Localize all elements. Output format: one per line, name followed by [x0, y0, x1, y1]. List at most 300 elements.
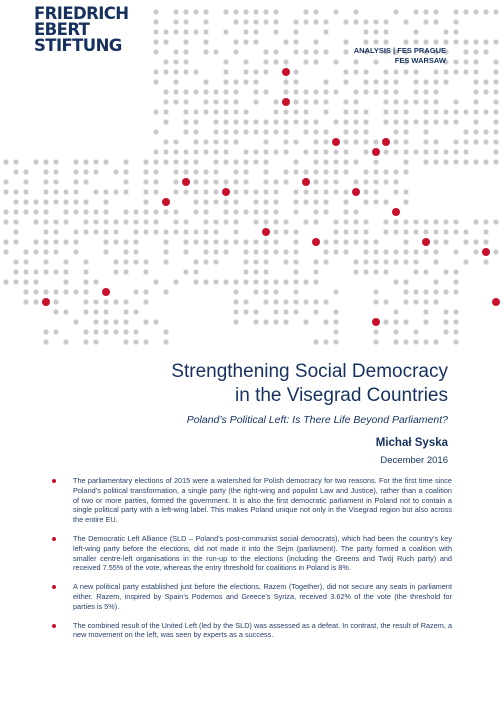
- map-dot: [293, 269, 298, 274]
- map-dot: [233, 39, 238, 44]
- map-dot: [93, 159, 98, 164]
- map-dot: [423, 339, 428, 344]
- map-dot: [223, 9, 228, 14]
- map-dot: [293, 249, 298, 254]
- page-subtitle: Poland’s Political Left: Is There Life Beyond Parliament?: [186, 414, 448, 426]
- map-dot: [373, 89, 378, 94]
- map-dot: [293, 289, 298, 294]
- map-dot: [423, 119, 428, 124]
- map-dot: [233, 119, 238, 124]
- map-dot: [343, 139, 348, 144]
- map-dot: [263, 9, 268, 14]
- map-dot: [43, 229, 48, 234]
- map-dot: [403, 139, 408, 144]
- map-dot: [363, 239, 368, 244]
- map-dot: [243, 309, 248, 314]
- map-dot: [333, 59, 338, 64]
- map-dot: [273, 129, 278, 134]
- map-dot: [323, 169, 328, 174]
- map-dot: [253, 189, 258, 194]
- map-dot: [123, 179, 128, 184]
- map-dot: [383, 299, 388, 304]
- map-dot: [423, 309, 428, 314]
- map-dot: [73, 209, 78, 214]
- map-dot: [243, 29, 248, 34]
- map-dot: [273, 209, 278, 214]
- map-dot: [33, 209, 38, 214]
- map-dot: [223, 99, 228, 104]
- map-dot: [453, 99, 458, 104]
- map-dot: [123, 159, 128, 164]
- map-dot: [333, 119, 338, 124]
- series-label: [354, 46, 446, 66]
- map-dot: [473, 69, 478, 74]
- map-dot: [123, 259, 128, 264]
- map-dot: [433, 149, 438, 154]
- map-dot: [363, 219, 368, 224]
- map-dot: [143, 179, 148, 184]
- map-dot: [323, 339, 328, 344]
- map-dot: [243, 209, 248, 214]
- map-dot: [343, 149, 348, 154]
- map-dot: [403, 239, 408, 244]
- map-dot: [303, 279, 308, 284]
- map-dot: [293, 119, 298, 124]
- map-dot: [113, 219, 118, 224]
- map-dot-highlight: [312, 238, 320, 246]
- map-dot: [423, 269, 428, 274]
- map-dot: [273, 9, 278, 14]
- map-dot: [313, 339, 318, 344]
- map-dot: [413, 119, 418, 124]
- map-dot: [413, 9, 418, 14]
- map-dot: [403, 249, 408, 254]
- map-dot: [323, 139, 328, 144]
- map-dot: [403, 169, 408, 174]
- map-dot-highlight: [382, 138, 390, 146]
- map-dot: [363, 169, 368, 174]
- map-dot: [463, 59, 468, 64]
- map-dot: [183, 169, 188, 174]
- map-dot: [203, 249, 208, 254]
- map-dot: [203, 209, 208, 214]
- map-dot: [193, 159, 198, 164]
- map-dot: [483, 89, 488, 94]
- map-dot: [193, 129, 198, 134]
- map-dot: [443, 79, 448, 84]
- map-dot: [393, 69, 398, 74]
- map-dot: [303, 199, 308, 204]
- map-dot: [493, 79, 498, 84]
- map-dot-highlight: [302, 178, 310, 186]
- map-dot: [233, 139, 238, 144]
- map-dot: [143, 209, 148, 214]
- map-dot: [433, 229, 438, 234]
- map-dot: [303, 189, 308, 194]
- map-dot: [53, 299, 58, 304]
- map-dot: [373, 259, 378, 264]
- map-dot: [413, 69, 418, 74]
- map-dot: [423, 79, 428, 84]
- map-dot: [273, 119, 278, 124]
- map-dot: [13, 279, 18, 284]
- map-dot: [183, 69, 188, 74]
- map-dot: [163, 229, 168, 234]
- map-dot: [493, 249, 498, 254]
- map-dot: [383, 219, 388, 224]
- map-dot: [163, 249, 168, 254]
- map-dot: [383, 39, 388, 44]
- map-dot: [243, 59, 248, 64]
- map-dot: [153, 209, 158, 214]
- map-dot: [63, 219, 68, 224]
- map-dot: [423, 219, 428, 224]
- map-dot: [43, 179, 48, 184]
- map-dot: [223, 79, 228, 84]
- map-dot: [263, 169, 268, 174]
- map-dot: [123, 169, 128, 174]
- map-dot: [223, 129, 228, 134]
- map-dot: [123, 249, 128, 254]
- map-dot: [123, 329, 128, 334]
- map-dot: [23, 289, 28, 294]
- map-dot: [353, 119, 358, 124]
- map-dot: [223, 29, 228, 34]
- map-dot: [43, 269, 48, 274]
- map-dot: [483, 49, 488, 54]
- map-dot: [123, 219, 128, 224]
- map-dot: [433, 39, 438, 44]
- map-dot: [363, 69, 368, 74]
- map-dot: [103, 249, 108, 254]
- map-dot: [193, 139, 198, 144]
- logo-line-stiftung: STIFTUNG: [34, 36, 122, 55]
- map-dot: [313, 299, 318, 304]
- map-dot: [413, 339, 418, 344]
- map-dot: [453, 59, 458, 64]
- map-dot: [53, 199, 58, 204]
- map-dot: [343, 209, 348, 214]
- map-dot: [413, 289, 418, 294]
- map-dot: [383, 119, 388, 124]
- map-dot: [363, 79, 368, 84]
- map-dot: [453, 319, 458, 324]
- map-dot: [233, 239, 238, 244]
- map-dot: [203, 9, 208, 14]
- map-dot: [173, 279, 178, 284]
- map-dot: [173, 29, 178, 34]
- map-dot: [343, 169, 348, 174]
- map-dot: [253, 149, 258, 154]
- map-dot: [313, 99, 318, 104]
- map-dot: [43, 159, 48, 164]
- map-dot: [433, 219, 438, 224]
- map-dot: [263, 219, 268, 224]
- map-dot: [233, 79, 238, 84]
- map-dot-highlight: [262, 228, 270, 236]
- map-dot: [233, 199, 238, 204]
- map-dot: [363, 189, 368, 194]
- series-label-line1: ANALYSIS | FES PRAGUE: [353, 46, 446, 55]
- map-dot: [493, 149, 498, 154]
- map-dot: [23, 169, 28, 174]
- map-dot: [273, 309, 278, 314]
- map-dot: [213, 139, 218, 144]
- map-dot: [293, 259, 298, 264]
- map-dot: [153, 39, 158, 44]
- map-dot: [403, 159, 408, 164]
- map-dot: [103, 189, 108, 194]
- map-dot: [233, 179, 238, 184]
- map-dot: [243, 109, 248, 114]
- map-dot: [453, 249, 458, 254]
- map-dot: [333, 319, 338, 324]
- map-dot: [223, 119, 228, 124]
- map-dot: [353, 159, 358, 164]
- map-dot: [293, 109, 298, 114]
- map-dot: [473, 39, 478, 44]
- map-dot: [453, 219, 458, 224]
- map-dot: [223, 199, 228, 204]
- map-dot-highlight: [222, 188, 230, 196]
- map-dot: [243, 249, 248, 254]
- map-dot: [173, 169, 178, 174]
- map-dot: [493, 109, 498, 114]
- map-dot: [223, 69, 228, 74]
- map-dot: [173, 229, 178, 234]
- map-dot: [303, 129, 308, 134]
- map-dot: [433, 99, 438, 104]
- map-dot: [473, 119, 478, 124]
- map-dot: [33, 249, 38, 254]
- map-dot: [483, 239, 488, 244]
- map-dot: [263, 269, 268, 274]
- map-dot: [263, 119, 268, 124]
- map-dot: [483, 39, 488, 44]
- map-dot: [413, 79, 418, 84]
- map-dot: [203, 109, 208, 114]
- map-dot: [323, 109, 328, 114]
- map-dot: [73, 189, 78, 194]
- map-dot: [373, 179, 378, 184]
- map-dot: [253, 99, 258, 104]
- map-dot: [253, 269, 258, 274]
- map-dot: [273, 109, 278, 114]
- map-dot: [93, 319, 98, 324]
- map-dot: [73, 199, 78, 204]
- map-dot: [433, 339, 438, 344]
- map-dot: [243, 279, 248, 284]
- map-dot: [193, 279, 198, 284]
- map-dot: [413, 39, 418, 44]
- map-dot: [353, 69, 358, 74]
- map-dot: [223, 59, 228, 64]
- title-line1: Strengthening Social Democracy: [171, 361, 448, 382]
- map-dot: [303, 119, 308, 124]
- map-dot: [13, 169, 18, 174]
- map-dot: [193, 269, 198, 274]
- map-dot: [83, 329, 88, 334]
- map-dot: [163, 239, 168, 244]
- map-dot: [383, 79, 388, 84]
- map-dot: [383, 269, 388, 274]
- map-dot: [213, 179, 218, 184]
- map-dot: [313, 199, 318, 204]
- map-dot: [43, 329, 48, 334]
- map-dot: [253, 209, 258, 214]
- map-dot: [303, 169, 308, 174]
- map-dot: [373, 199, 378, 204]
- fes-logo: [34, 6, 128, 54]
- map-dot: [333, 239, 338, 244]
- map-dot: [313, 19, 318, 24]
- map-dot: [33, 159, 38, 164]
- map-dot: [233, 209, 238, 214]
- map-dot: [383, 319, 388, 324]
- map-dot: [423, 139, 428, 144]
- map-dot: [333, 309, 338, 314]
- map-dot: [433, 69, 438, 74]
- map-dot: [343, 219, 348, 224]
- map-dot: [273, 59, 278, 64]
- map-dot: [443, 39, 448, 44]
- map-dot: [453, 159, 458, 164]
- map-dot: [3, 219, 8, 224]
- map-dot: [123, 319, 128, 324]
- map-dot: [283, 129, 288, 134]
- map-dot: [383, 69, 388, 74]
- map-dot: [293, 139, 298, 144]
- map-dot: [163, 209, 168, 214]
- map-dot: [403, 339, 408, 344]
- map-dot: [493, 219, 498, 224]
- map-dot: [323, 49, 328, 54]
- map-dot: [213, 219, 218, 224]
- map-dot: [373, 339, 378, 344]
- map-dot: [303, 49, 308, 54]
- map-dot: [443, 149, 448, 154]
- map-dot: [23, 209, 28, 214]
- map-dot: [83, 289, 88, 294]
- map-dot: [313, 279, 318, 284]
- map-dot: [263, 319, 268, 324]
- map-dot: [393, 149, 398, 154]
- map-dot: [33, 279, 38, 284]
- map-dot: [393, 129, 398, 134]
- map-dot: [443, 119, 448, 124]
- map-dot: [433, 89, 438, 94]
- map-dot: [463, 39, 468, 44]
- map-dot: [113, 259, 118, 264]
- map-dot: [463, 159, 468, 164]
- map-dot: [413, 259, 418, 264]
- map-dot: [63, 209, 68, 214]
- map-dot: [403, 149, 408, 154]
- map-dot-highlight: [492, 298, 500, 306]
- map-dot: [233, 279, 238, 284]
- map-dot: [473, 49, 478, 54]
- map-dot: [153, 19, 158, 24]
- map-dot: [53, 309, 58, 314]
- map-dot: [253, 129, 258, 134]
- map-dot: [373, 299, 378, 304]
- map-dot: [193, 209, 198, 214]
- map-dot: [173, 189, 178, 194]
- map-dot: [433, 9, 438, 14]
- map-dot: [393, 9, 398, 14]
- map-dot: [233, 159, 238, 164]
- map-dot: [43, 259, 48, 264]
- map-dot: [43, 239, 48, 244]
- map-dot: [223, 209, 228, 214]
- map-dot: [113, 189, 118, 194]
- map-dot: [233, 319, 238, 324]
- map-dot: [333, 169, 338, 174]
- map-dot: [233, 19, 238, 24]
- author-name: Michał Syska: [375, 437, 448, 449]
- map-dot: [413, 329, 418, 334]
- map-dot: [153, 159, 158, 164]
- map-dot: [3, 239, 8, 244]
- bullet-text: A new political party established just before the elections, Razem (Together), did not secure any seats in parliament either. Razem, inspired by Spain’s Podemos and Greece’s Syriza, received 3.62% of the vote (the threshold for parties is 5%).: [73, 582, 452, 611]
- map-dot: [203, 19, 208, 24]
- map-dot: [33, 219, 38, 224]
- map-dot: [393, 229, 398, 234]
- map-dot: [153, 129, 158, 134]
- map-dot: [173, 99, 178, 104]
- map-dot: [253, 29, 258, 34]
- map-dot-highlight: [422, 238, 430, 246]
- map-dot: [163, 99, 168, 104]
- map-dot: [473, 59, 478, 64]
- map-dot: [113, 239, 118, 244]
- map-dot: [63, 239, 68, 244]
- bullet-text: The parliamentary elections of 2015 were a watershed for Polish democracy for two reasons. For the first time since Poland’s political transformation, a single party (the right-wing and populist Law and Justice), rather than a coalition of two or more parties, formed the government. It is also the first democratic parliament in Poland not to contain a single political party with a left-wing label. This makes Poland unique not only in the Visegrad region but also across the entire EU.: [73, 476, 452, 525]
- bullet-item: [52, 621, 452, 641]
- map-dot: [393, 179, 398, 184]
- map-dot: [203, 149, 208, 154]
- map-dot: [313, 179, 318, 184]
- map-dot: [213, 159, 218, 164]
- map-dot: [73, 249, 78, 254]
- map-dot: [193, 9, 198, 14]
- map-dot: [273, 149, 278, 154]
- map-dot: [173, 179, 178, 184]
- map-dot: [483, 109, 488, 114]
- map-dot: [163, 29, 168, 34]
- map-dot: [273, 49, 278, 54]
- bullet-text: The Democratic Left Alliance (SLD – Poland’s post-communist social democrats), which had been the country’s key left-wing party before the elections, did not made it into the Sejm (parliament). The party formed a coalition with smaller centre-left organisations in the run-up to the elections (including the Greens and Twój Ruch party) and received 7.55% of the vote, whereas the entry threshold for coalitions in Poland is 8%.: [73, 533, 452, 573]
- map-dot: [203, 29, 208, 34]
- map-dot: [383, 109, 388, 114]
- map-dot: [33, 199, 38, 204]
- publication-date: December 2016: [380, 455, 448, 466]
- map-dot: [373, 39, 378, 44]
- map-dot: [113, 229, 118, 234]
- map-dot: [243, 39, 248, 44]
- map-dot: [263, 279, 268, 284]
- map-dot: [383, 249, 388, 254]
- map-dot: [123, 339, 128, 344]
- map-dot: [423, 299, 428, 304]
- map-dot: [463, 49, 468, 54]
- map-dot: [343, 49, 348, 54]
- map-dot: [93, 279, 98, 284]
- map-dot: [13, 229, 18, 234]
- map-dot: [493, 139, 498, 144]
- map-dot: [483, 129, 488, 134]
- map-dot: [383, 199, 388, 204]
